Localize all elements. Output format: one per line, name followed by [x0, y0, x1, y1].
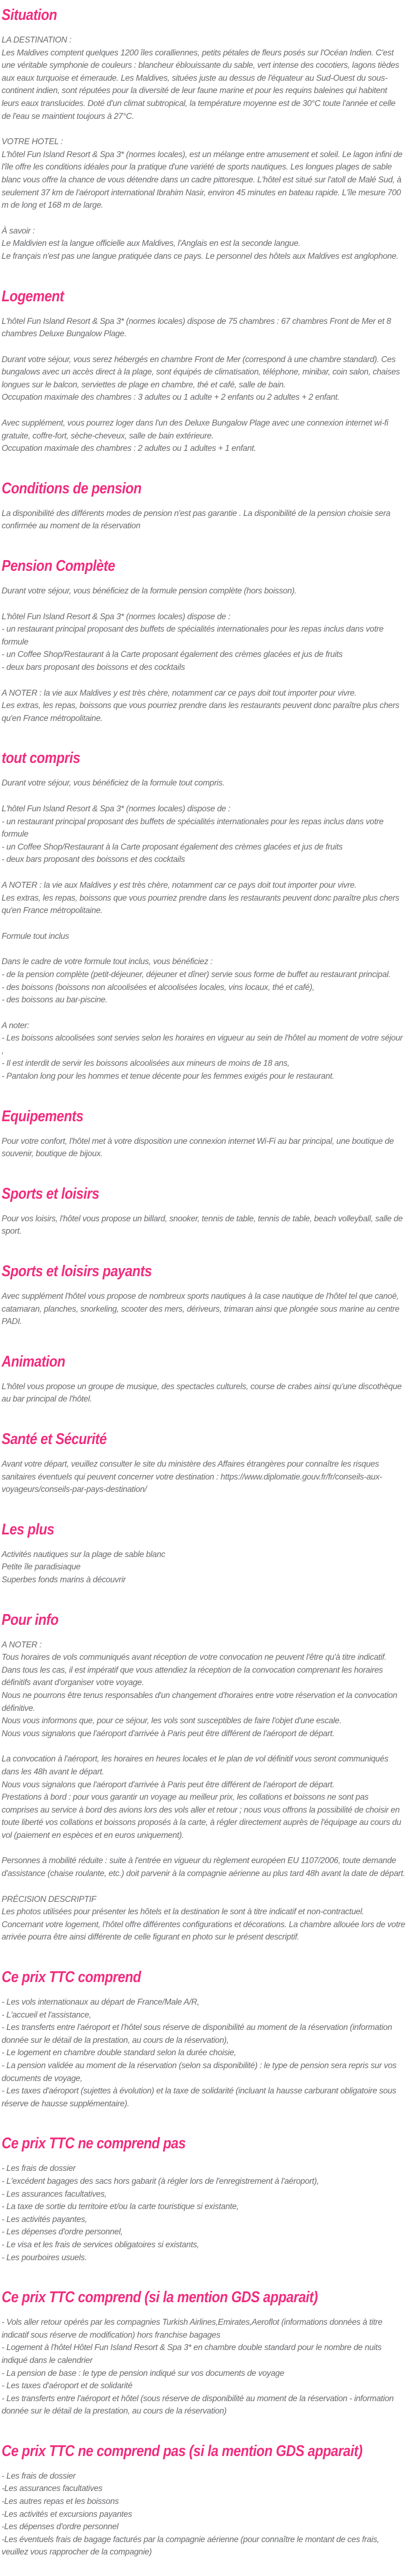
paragraph — [2, 2316, 406, 2418]
text-line: Tous horaires de vols communiqués avant réception de votre convocation ne peuvent l'être qu'à titre indicatif. — [2, 1653, 387, 1662]
text-line: La convocation à l'aéroport, les horaires en heures locales et le plan de vol définitif vous seront communiqués dans les 48h avant le départ. — [2, 1754, 389, 1777]
paragraph — [2, 417, 406, 455]
paragraph — [2, 2162, 406, 2264]
section-title: Sports et loisirs — [2, 1185, 100, 1202]
paragraph — [2, 1548, 406, 1587]
paragraph — [2, 585, 406, 598]
text-line: - Les frais de dossier — [2, 2471, 76, 2481]
text-line: -Les assurances facultatives — [2, 2484, 103, 2494]
paragraph — [2, 315, 406, 341]
text-line: A noter: — [2, 1021, 30, 1030]
text-line: Nous vous signalons que l'aéroport d'arrivée à Paris peut être différent de l'aéroport de départ. — [2, 1780, 335, 1789]
text-line: - Les boissons alcoolisées sont servies selon les horaires en vigueur au sein de l'hôtel au moment de votre séjour , — [2, 1034, 403, 1056]
text-line: Dans tous les cas, il est impératif que vous attendiez la réception de la convocation comprenant les horaires définitifs avant d'organiser votre voyage. — [2, 1665, 383, 1688]
section-title: Situation — [2, 6, 57, 24]
text-line: Le Maldivien est la langue officielle aux Maldives, l'Anglais en est la seconde langue. — [2, 239, 301, 249]
text-line: Formule tout inclus — [2, 931, 69, 941]
text-line: - un Coffee Shop/Restaurant à la Carte proposant également des crèmes glacées et jus de fruits — [2, 650, 343, 660]
paragraph — [2, 777, 406, 790]
text-line: Avec supplément l'hôtel vous propose de nombreux sports nautiques à la case nautique de l'hôtel tel que canoë, catamaran, planches, snorkeling, scooter des mers, dériveurs, trimaran ainsi que plongée sous marine au centre PADI. — [2, 1292, 399, 1327]
section-title: Equipements — [2, 1107, 83, 1125]
paragraph — [2, 956, 406, 1006]
paragraph — [2, 1135, 406, 1160]
text-line: Petite île paradisiaque — [2, 1562, 81, 1572]
section-title: Animation — [2, 1353, 66, 1370]
text-line: - Pantalon long pour les hommes et tenue décente pour les femmes exigés pour le restaurant. — [2, 1072, 335, 1081]
text-line: Le français n'est pas une langue pratiquée dans ce pays. Le personnel des hôtels aux Maldives est anglophone. — [2, 251, 399, 261]
text-line: Superbes fonds marins à découvrir — [2, 1575, 126, 1584]
section-logement — [2, 288, 406, 455]
paragraph — [2, 507, 406, 533]
text-line: Les photos utilisées pour présenter les hôtels et la destination le sont à titre indicatif et non-contractuel. Concernant votre logement, l'hôtel offre différentes configurations et décorations. La chambre allouée lors de votre arrivée pourra être ainsi différente de celle figurant en photo sur le présent descriptif. — [2, 1907, 405, 1942]
text-line: - un Coffee Shop/Restaurant à la Carte proposant également des crèmes glacées et jus de fruits — [2, 842, 343, 852]
text-line: À savoir : — [2, 226, 35, 236]
text-line: - La taxe de sortie du territoire et/ou la carte touristique si existante, — [2, 2202, 239, 2212]
section-sante-et-securite — [2, 1431, 406, 1496]
text-line: - La pension validée au moment de la réservation (selon sa disponibilité) : le type de pension sera repris sur vos documents de voyage, — [2, 2061, 397, 2083]
section-title: Pension Complète — [2, 557, 115, 575]
text-line: - Le visa et les frais de services obligatoires si existants, — [2, 2240, 199, 2249]
paragraph — [2, 2470, 406, 2559]
text-line: L'hôtel Fun Island Resort & Spa 3* (normes locales) dispose de : — [2, 612, 230, 621]
paragraph — [2, 1855, 406, 1880]
text-line: - Les activités payantes, — [2, 2214, 87, 2224]
section-conditions-de-pension — [2, 480, 406, 533]
section-title: Conditions de pension — [2, 479, 142, 497]
text-line: Nous vous informons que, pour ce séjour, les vols sont susceptibles de faire l'objet d'une escale. — [2, 1716, 342, 1726]
text-line: Prestations à bord : pour vous garantir un voyage au meilleur prix, les collations et boissons ne sont pas comprises au service à bord des avions lors des vols aller et retour ; nous vous offrons la possibilité de choisir en toute liberté vos collations et boissons proposés à la carte, à régler directement auprès de l'équipage au cours du vol (paiement en espèces et en euros uniquement). — [2, 1793, 402, 1840]
text-line: -Les autres repas et les boissons — [2, 2497, 119, 2507]
text-line: - Les transferts entre l'aéroport et hôtel (sous réserve de disponibilité au moment de la réservation - information donnée sur le détail de la prestation, au cours de la réservation) — [2, 2394, 394, 2416]
section-tout-compris — [2, 749, 406, 1082]
section-les-plus — [2, 1521, 406, 1587]
text-line: - Il est interdit de servir les boissons alcoolisées aux mineurs de moins de 18 ans, — [2, 1059, 290, 1068]
text-line: - Les taxes d'aéroport (sujettes à évolution) et la taxe de solidarité (incluant la hausse carburant obligatoire sous réserve de hausse supplémentaire). — [2, 2086, 396, 2108]
paragraph — [2, 1639, 406, 1740]
text-line: Nous vous signalons que l'aéroport d'arrivée à Paris peut être différent de l'aéroport de départ. — [2, 1729, 335, 1738]
text-line: - Les assurances facultatives, — [2, 2189, 107, 2199]
paragraph — [2, 136, 406, 212]
text-line: - La pension de base : le type de pension indiqué sur vos documents de voyage — [2, 2368, 284, 2378]
text-line: - Les frais de dossier — [2, 2164, 76, 2174]
text-line: Durant votre séjour, vous serez hébergés en chambre Front de Mer (correspond à une chambre standard). Ces bungalows avec un accès direct à la plage, sont équipés de climatisation, téléphone, minibar, coin salon, chaises longues sur le balcon, serviettes de plage en chambre, thé et café, salle de bain. — [2, 355, 400, 390]
paragraph — [2, 1020, 406, 1083]
text-line: - Vols aller retour opérés par les compagnies Turkish Airlines,Emirates,Aeroflot (informations données à titre indicatif sous réserve de modification) hors franchise bagages — [2, 2318, 383, 2340]
text-line: - des boissons au bar-piscine. — [2, 995, 108, 1005]
text-line: A NOTER : la vie aux Maldives y est très chère, notamment car ce pays doit tout importer pour vivre. — [2, 688, 357, 698]
section-title: Ce prix TTC ne comprend pas (si la mention GDS apparait) — [2, 2442, 363, 2460]
section-title: Ce prix TTC ne comprend pas — [2, 2135, 186, 2153]
text-line: VOTRE HOTEL : — [2, 137, 63, 147]
section-pour-info — [2, 1611, 406, 1944]
section-ce-prix-ttc-ne-comprend-pas — [2, 2135, 406, 2264]
text-line: - Les vols internationaux au départ de France/Male A/R, — [2, 1998, 200, 2007]
text-line: L'hôtel Fun Island Resort & Spa 3* (normes locales), est un mélange entre amusement et soleil. Le lagon infini de l'île offre les conditions idéales pour la pratique d'une variété de sports nautiques. Les longues plages de sable blanc vous offre la chance de vous détendre dans un cadre pittoresque. L'hôtel est situé sur l'atoll de Malé Sud, à seulement 37 km de l'aéroport international Ibrahim Nasir, environ 45 minutes en bateau rapide. L'île mesure 700 m de long et 168 m de large. — [2, 150, 403, 210]
text-line: -Les activités et excursions payantes — [2, 2509, 132, 2519]
text-line: Dans le cadre de votre formule tout inclus, vous bénéficiez : — [2, 957, 213, 967]
section-title: Logement — [2, 287, 64, 305]
paragraph — [2, 353, 406, 404]
paragraph — [2, 225, 406, 263]
section-sports-et-loisirs — [2, 1185, 406, 1238]
text-line: - L'excédent bagages des sacs hors gabarit (à régler lors de l'enregistrement à l'aéroport), — [2, 2176, 319, 2186]
paragraph — [2, 34, 406, 123]
paragraph — [2, 1381, 406, 1406]
section-title: Pour info — [2, 1611, 59, 1629]
section-ce-prix-ttc-comprend — [2, 1969, 406, 2110]
text-line: Personnes à mobilité réduite : suite à l'entrée en vigueur du règlement européen EU 1107/2006, toute demande d'assistance (chaise roulante, etc.) doit parvenir à la compagnie aérienne au plus tard 48h avant la date de départ. — [2, 1856, 405, 1879]
text-line: - deux bars proposant des boissons et des cocktails — [2, 855, 185, 865]
text-line: Avec supplément, vous pourrez loger dans l'un des Deluxe Bungalow Plage avec une connexion internet wi-fi gratuite, coffre-fort, sèche-cheveux, salle de bain extérieure. — [2, 419, 389, 441]
text-line: - Logement à l'hôtel Hôtel Fun Island Resort & Spa 3* en chambre double standard pour le nombre de nuits indiqué dans le calendrier — [2, 2343, 382, 2365]
text-line: L'hôtel Fun Island Resort & Spa 3* (normes locales) dispose de 75 chambres : 67 chambres Front de Mer et 8 chambres Deluxe Bungalow Plage. — [2, 316, 391, 339]
text-line: - L'accueil et l'assistance, — [2, 2010, 92, 2020]
text-line: Avant votre départ, veuillez consulter le site du ministère des Affaires étrangères pour connaître les risques sanitaires éventuels qui peuvent concerner votre destination : https://www.diplomatie.gouv.fr/fr/conseils-aux-voyageurs/conseils-par-pays-destination/ — [2, 1460, 382, 1495]
text-line: - Les taxes d'aéroport et de solidarité — [2, 2381, 132, 2391]
text-line: Pour vos loisirs, l'hôtel vous propose un billard, snooker, tennis de table, tennis de table, beach volleyball, salle de sport. — [2, 1214, 403, 1236]
section-title: Sports et loisirs payants — [2, 1263, 152, 1280]
text-line: - des boissons (boissons non alcoolisées et alcoolisées locales, vins locaux, thé et café), — [2, 982, 314, 992]
text-line: - Les dépenses d'ordre personnel, — [2, 2227, 123, 2237]
section-ce-prix-ttc-comprend-gds — [2, 2289, 406, 2418]
section-situation — [2, 6, 406, 263]
section-title: Ce prix TTC comprend (si la mention GDS apparait) — [2, 2289, 318, 2306]
text-line: Les Maldives comptent quelques 1200 îles coralliennes, petits pétales de fleurs posés sur l'Océan Indien. C'est une véritable symphonie de couleurs : blancheur éblouissante du sable, vert intense des cocotiers, lagons tièdes aux eaux turquoise et émeraude. Les Maldives, situées juste au dessus de l'équateur au Sud-Ouest du sous-continent indien, sont réputées pour la diversité de leur faune marine et pour les requins baleines qui habitent leurs eaux translucides. Doté d'un climat subtropical, la température moyenne est de 30°C toute l'année et celle de l'eau se maintient toujours à 27°C. — [2, 48, 399, 121]
text-line: Les extras, les repas, boissons que vous pourriez prendre dans les restaurants peuvent donc paraître plus chers qu'en France métropolitaine. — [2, 701, 399, 723]
text-line: Occupation maximale des chambres : 2 adultes ou 1 adultes + 1 enfant. — [2, 444, 256, 454]
paragraph — [2, 879, 406, 917]
paragraph — [2, 803, 406, 866]
text-line: -Les dépenses d'ordre personnel — [2, 2522, 118, 2532]
text-line: A NOTER : la vie aux Maldives y est très chère, notamment car ce pays doit tout importer pour vivre. — [2, 880, 357, 890]
text-line: - Les transferts entre l'aéroport et l'hôtel sous réserve de disponibilité au moment de la réservation (information donnée sur le détail de la prestation, au cours de la réservation), — [2, 2023, 392, 2045]
text-line: - Le logement en chambre double standard selon la durée choisie, — [2, 2048, 236, 2058]
section-title: Les plus — [2, 1520, 54, 1538]
section-animation — [2, 1353, 406, 1406]
paragraph — [2, 1753, 406, 1842]
text-line: - un restaurant principal proposant des buffets de spécialités internationales pour les repas inclus dans votre formule — [2, 625, 384, 647]
paragraph — [2, 930, 406, 943]
text-line: Les extras, les repas, boissons que vous pourriez prendre dans les restaurants peuvent donc paraître plus chers qu'en France métropolitaine. — [2, 893, 399, 916]
text-line: - un restaurant principal proposant des buffets de spécialités internationales pour les repas inclus dans votre formule — [2, 817, 384, 839]
paragraph — [2, 611, 406, 674]
section-title: Ce prix TTC comprend — [2, 1969, 141, 1986]
text-line: A NOTER : — [2, 1640, 42, 1650]
paragraph — [2, 1290, 406, 1328]
section-sports-et-loisirs-payants — [2, 1263, 406, 1328]
section-title: tout compris — [2, 749, 80, 767]
paragraph — [2, 1893, 406, 1944]
text-line: LA DESTINATION : — [2, 36, 72, 45]
text-line: Nous ne pourrons être tenus responsables d'un changement d'horaires entre votre réservation et la convocation définitive. — [2, 1690, 397, 1713]
section-pension-complete — [2, 557, 406, 725]
text-line: L'hôtel vous propose un groupe de musique, des spectacles culturels, course de crabes ainsi qu'une discothèque au bar principal de l'hôtel. — [2, 1382, 402, 1404]
paragraph — [2, 687, 406, 725]
paragraph — [2, 1996, 406, 2110]
text-line: - de la pension complète (petit-déjeuner, déjeuner et dîner) servie sous forme de buffet au restaurant principal. — [2, 969, 391, 979]
text-line: Durant votre séjour, vous bénéficiez de la formule tout compris. — [2, 779, 225, 788]
text-line: La disponibilité des différents modes de pension n'est pas garantie . La disponibilité de la pension choisie sera confirmée au moment de la réservation — [2, 508, 391, 531]
paragraph — [2, 1458, 406, 1496]
text-line: Activités nautiques sur la plage de sable blanc — [2, 1549, 165, 1559]
text-line: - Les pourboires usuels. — [2, 2253, 87, 2262]
text-line: - deux bars proposant des boissons et des cocktails — [2, 663, 185, 672]
section-equipements — [2, 1108, 406, 1160]
text-line: PRÉCISION DESCRIPTIF — [2, 1894, 96, 1904]
section-title: Santé et Sécurité — [2, 1431, 107, 1448]
text-line: Occupation maximale des chambres : 3 adultes ou 1 adulte + 2 enfants ou 2 adultes + 2 enfant. — [2, 393, 340, 402]
section-ce-prix-ttc-ne-comprend-pas-gds — [2, 2443, 406, 2559]
text-line: Durant votre séjour, vous bénéficiez de la formule pension complète (hors boisson). — [2, 586, 297, 596]
paragraph — [2, 1213, 406, 1238]
text-line: Pour votre confort, l'hôtel met à votre disposition une connexion internet Wi-Fi au bar principal, une boutique de souvenir, boutique de bijoux. — [2, 1136, 394, 1159]
text-line: L'hôtel Fun Island Resort & Spa 3* (normes locales) dispose de : — [2, 804, 230, 813]
text-line: -Les éventuels frais de bagage facturés par la compagnie aérienne (pour connaître le montant de ces frais, veuillez vous rapprocher de la compagnie) — [2, 2535, 379, 2557]
